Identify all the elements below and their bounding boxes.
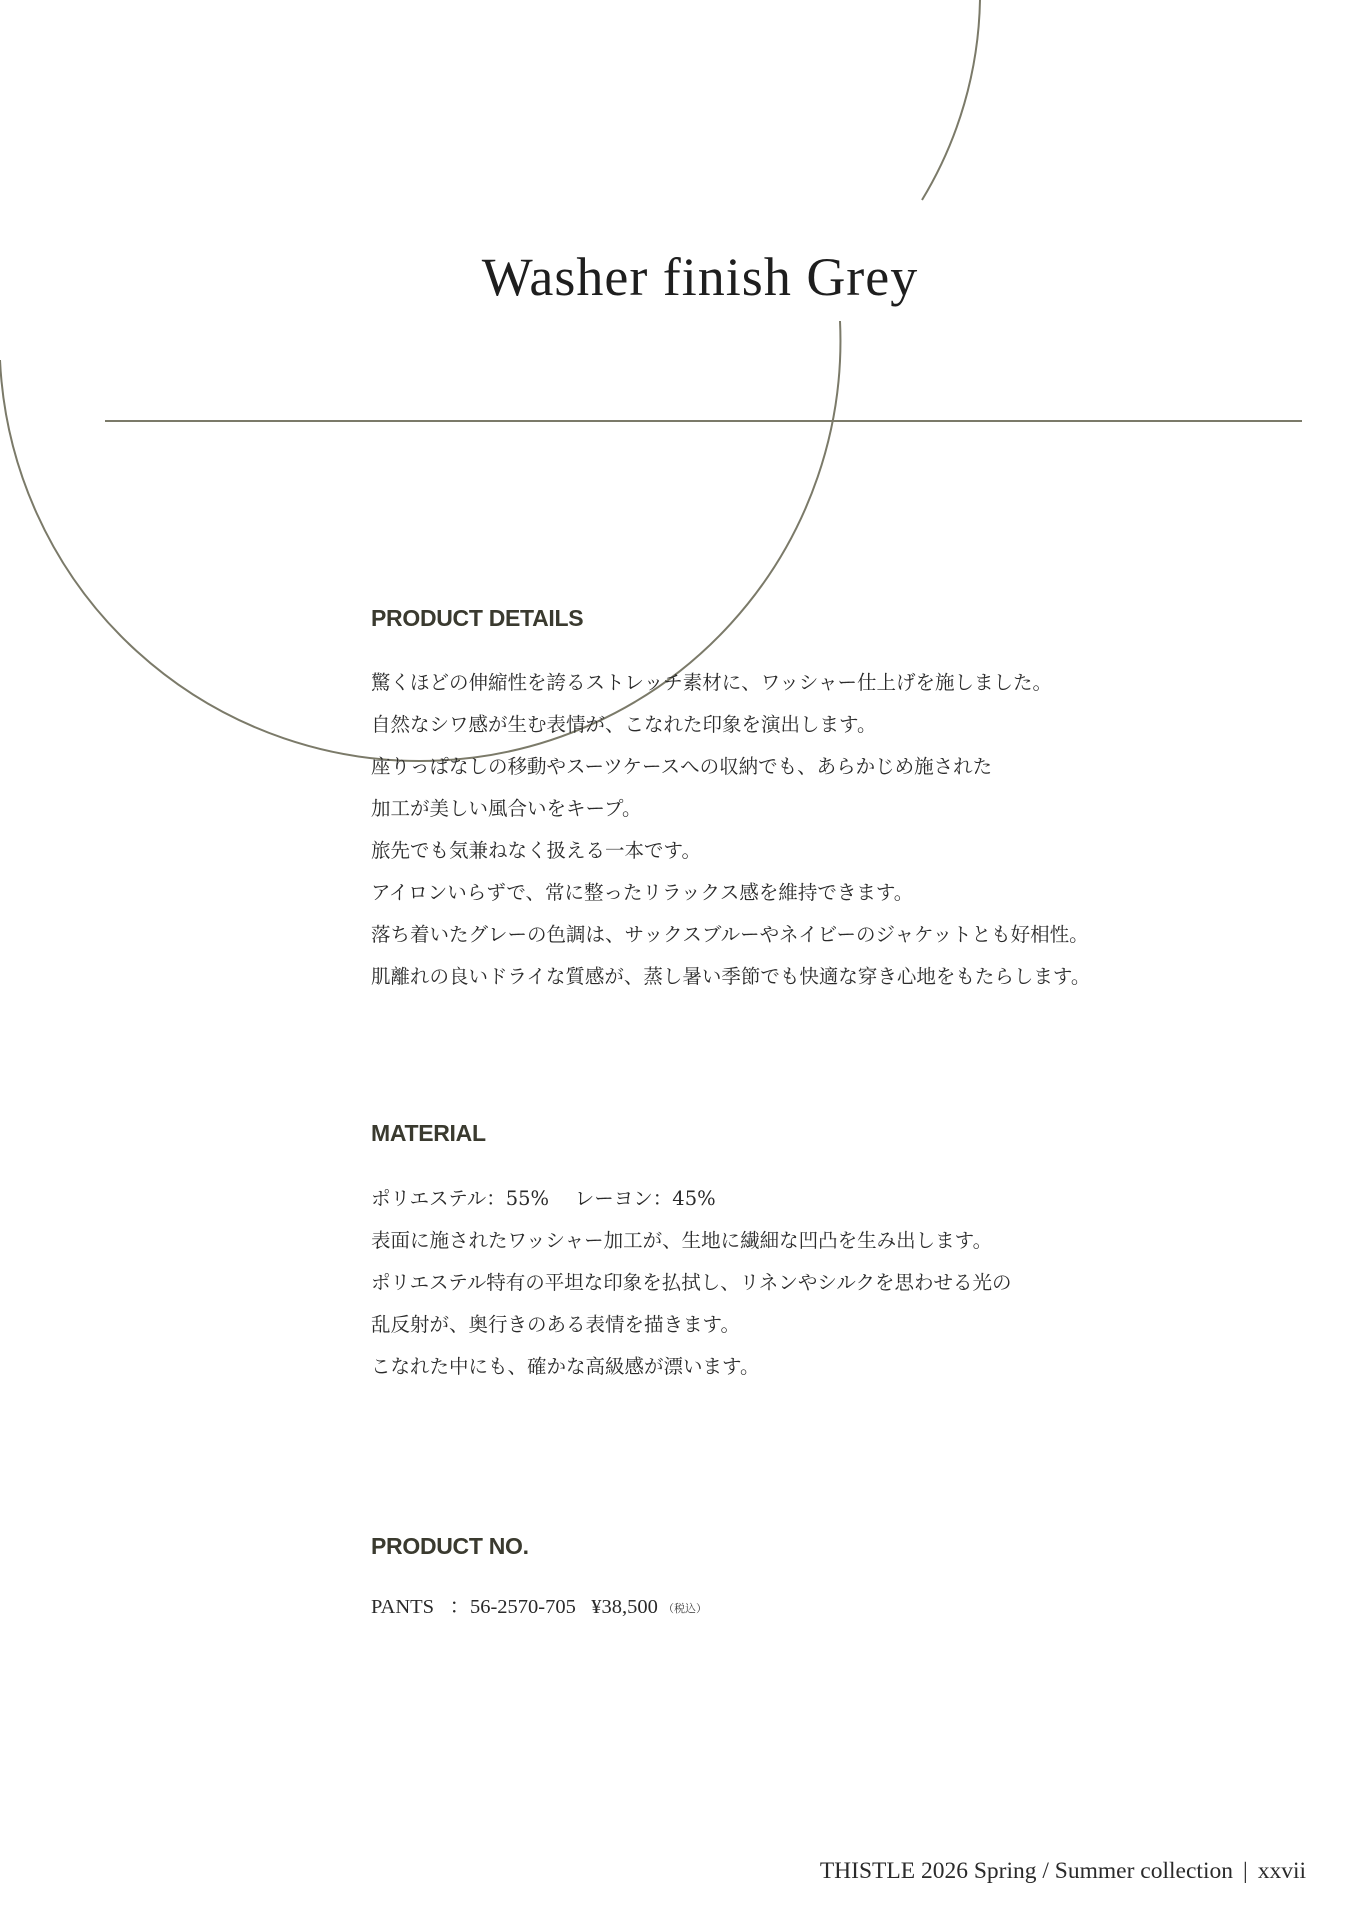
tax-note: （税込） bbox=[662, 1602, 707, 1615]
product-code: 56-2570-705 bbox=[469, 1596, 576, 1618]
material-line: こなれた中にも、確かな高級感が漂います。 bbox=[371, 1355, 760, 1378]
product-details-line: 自然なシワ感が生む表情が、こなれた印象を演出します。 bbox=[371, 713, 877, 736]
product-item: PANTS bbox=[371, 1596, 435, 1618]
product-number-line bbox=[371, 1592, 1321, 1624]
product-details-line: アイロンいらずで、常に整ったリラックス感を維持できます。 bbox=[371, 881, 914, 904]
material-line: 表面に施されたワッシャー加工が、生地に繊細な凹凸を生み出します。 bbox=[371, 1229, 993, 1252]
product-price: ¥38,500 bbox=[591, 1596, 658, 1618]
page-footer bbox=[820, 1858, 1306, 1885]
product-no-block bbox=[371, 1592, 1321, 1624]
product-details-line: 落ち着いたグレーの色調は、サックスブルーやネイビーのジャケットとも好相性。 bbox=[371, 923, 1089, 946]
footer-separator: | bbox=[1242, 1858, 1248, 1884]
material-text bbox=[371, 1178, 1321, 1388]
material-line: ポリエステル特有の平坦な印象を払拭し、リネンやシルクを思わせる光の bbox=[371, 1271, 1012, 1294]
large-circle-arc bbox=[0, 0, 980, 761]
product-details-line: 旅先でも気兼ねなく扱える一本です。 bbox=[371, 839, 701, 862]
product-details-line: 座りっぱなしの移動やスーツケースへの収納でも、あらかじめ施された bbox=[371, 755, 993, 778]
page-number: xxvii bbox=[1257, 1858, 1306, 1884]
page-title: Washer finish Grey bbox=[481, 247, 919, 307]
material-heading: MATERIAL bbox=[371, 1120, 486, 1146]
material-composition: ポリエステル：55% レーヨン：45% bbox=[371, 1187, 716, 1210]
product-separator: ： bbox=[449, 1596, 470, 1618]
collection-name: THISTLE 2026 Spring / Summer collection bbox=[819, 1858, 1233, 1884]
product-details-line: 加工が美しい風合いをキープ。 bbox=[371, 797, 642, 820]
product-details-line: 肌離れの良いドライな質感が、蒸し暑い季節でも快適な穿き心地をもたらします。 bbox=[371, 965, 1091, 988]
product-details-text bbox=[371, 662, 1321, 998]
material-line: 乱反射が、奥行きのある表情を描きます。 bbox=[371, 1313, 740, 1336]
product-details-heading: PRODUCT DETAILS bbox=[371, 605, 584, 631]
product-no-heading: PRODUCT NO. bbox=[371, 1533, 529, 1559]
product-details-line: 驚くほどの伸縮性を誇るストレッチ素材に、ワッシャー仕上げを施しました。 bbox=[371, 671, 1052, 694]
